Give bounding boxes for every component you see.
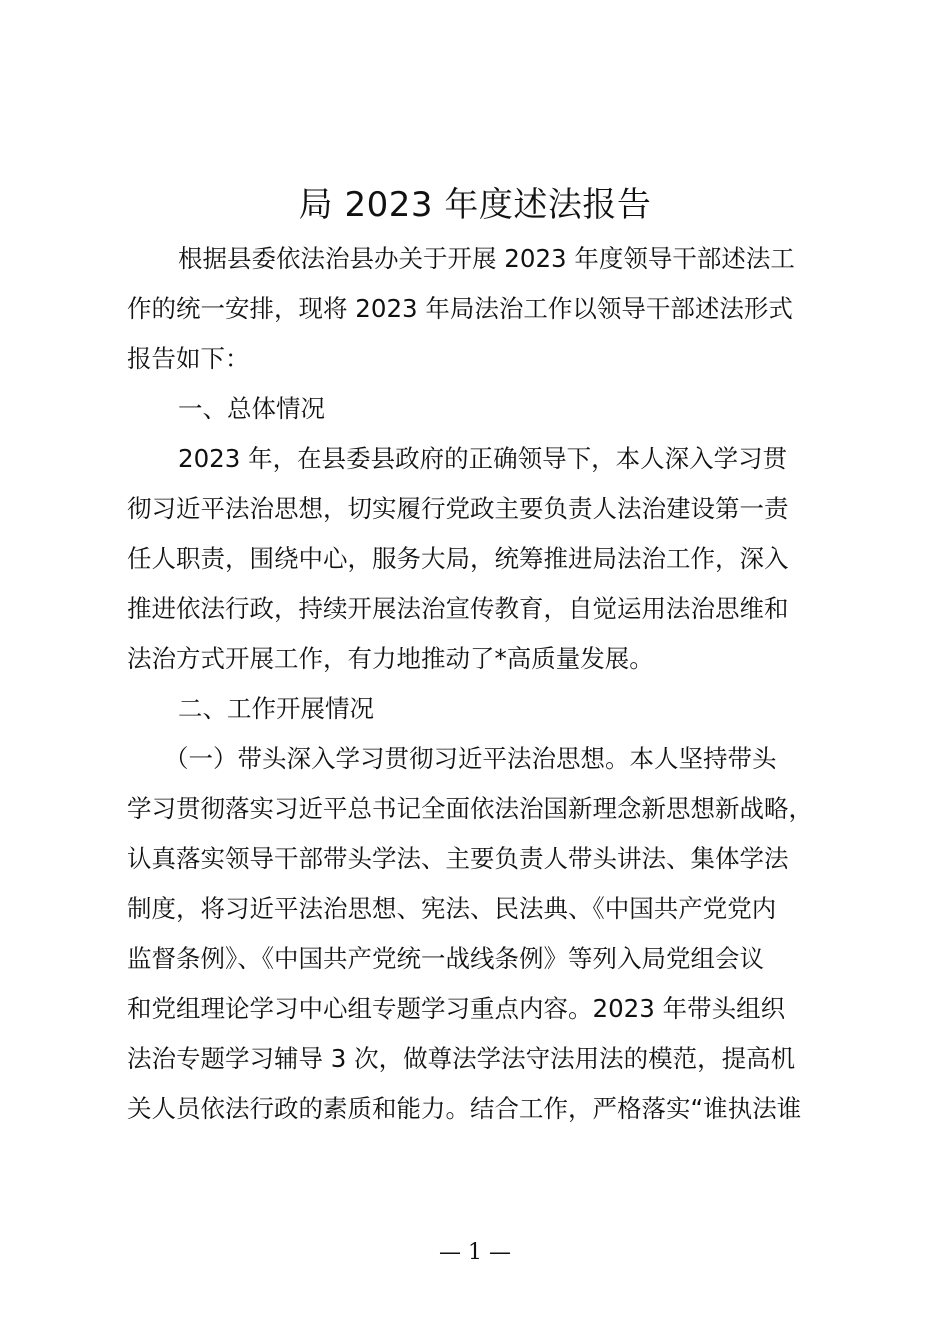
paragraph-line: 和党组理论学习中心组专题学习重点内容。2023 年带头组织 [127,994,786,1023]
paragraph-line: 报告如下： [127,344,250,373]
paragraph-line: 关人员依法行政的素质和能力。结合工作，严格落实“谁执法谁 [127,1094,802,1123]
document-title: 局 2023 年度述法报告 [298,185,652,225]
section-heading: 二、工作开展情况 [178,694,374,723]
paragraph-line: 彻习近平法治思想，切实履行党政主要负责人法治建设第一责 [127,494,789,523]
paragraph-line: 任人职责，围绕中心，服务大局，统筹推进局法治工作，深入 [127,544,789,573]
paragraph-line: 认真落实领导干部带头学法、主要负责人带头讲法、集体学法 [127,844,789,873]
paragraph-line: 推进依法行政，持续开展法治宣传教育，自觉运用法治思维和 [127,594,789,623]
paragraph-line: （一）带头深入学习贯彻习近平法治思想。本人坚持带头 [164,744,777,773]
paragraph-line: 根据县委依法治县办关于开展 2023 年度领导干部述法工 [178,244,795,273]
paragraph-line: 制度，将习近平法治思想、宪法、民法典、《中国共产党党内 [127,894,777,923]
paragraph-line: 法治专题学习辅导 3 次，做尊法学法守法用法的模范，提高机 [127,1044,796,1073]
paragraph-line: 2023 年，在县委县政府的正确领导下，本人深入学习贯 [178,444,788,473]
paragraph-line: 监督条例》、《中国共产党统一战线条例》等列入局党组会议 [127,944,764,973]
page-number: — 1 — [439,1240,511,1265]
section-heading: 一、总体情况 [178,394,325,423]
paragraph-line: 学习贯彻落实习近平总书记全面依法治国新理念新思想新战略， [127,794,813,823]
paragraph-line: 法治方式开展工作，有力地推动了*高质量发展。 [127,644,654,673]
document-body [127,234,827,1134]
paragraph-line: 作的统一安排，现将 2023 年局法治工作以领导干部述法形式 [127,294,793,323]
